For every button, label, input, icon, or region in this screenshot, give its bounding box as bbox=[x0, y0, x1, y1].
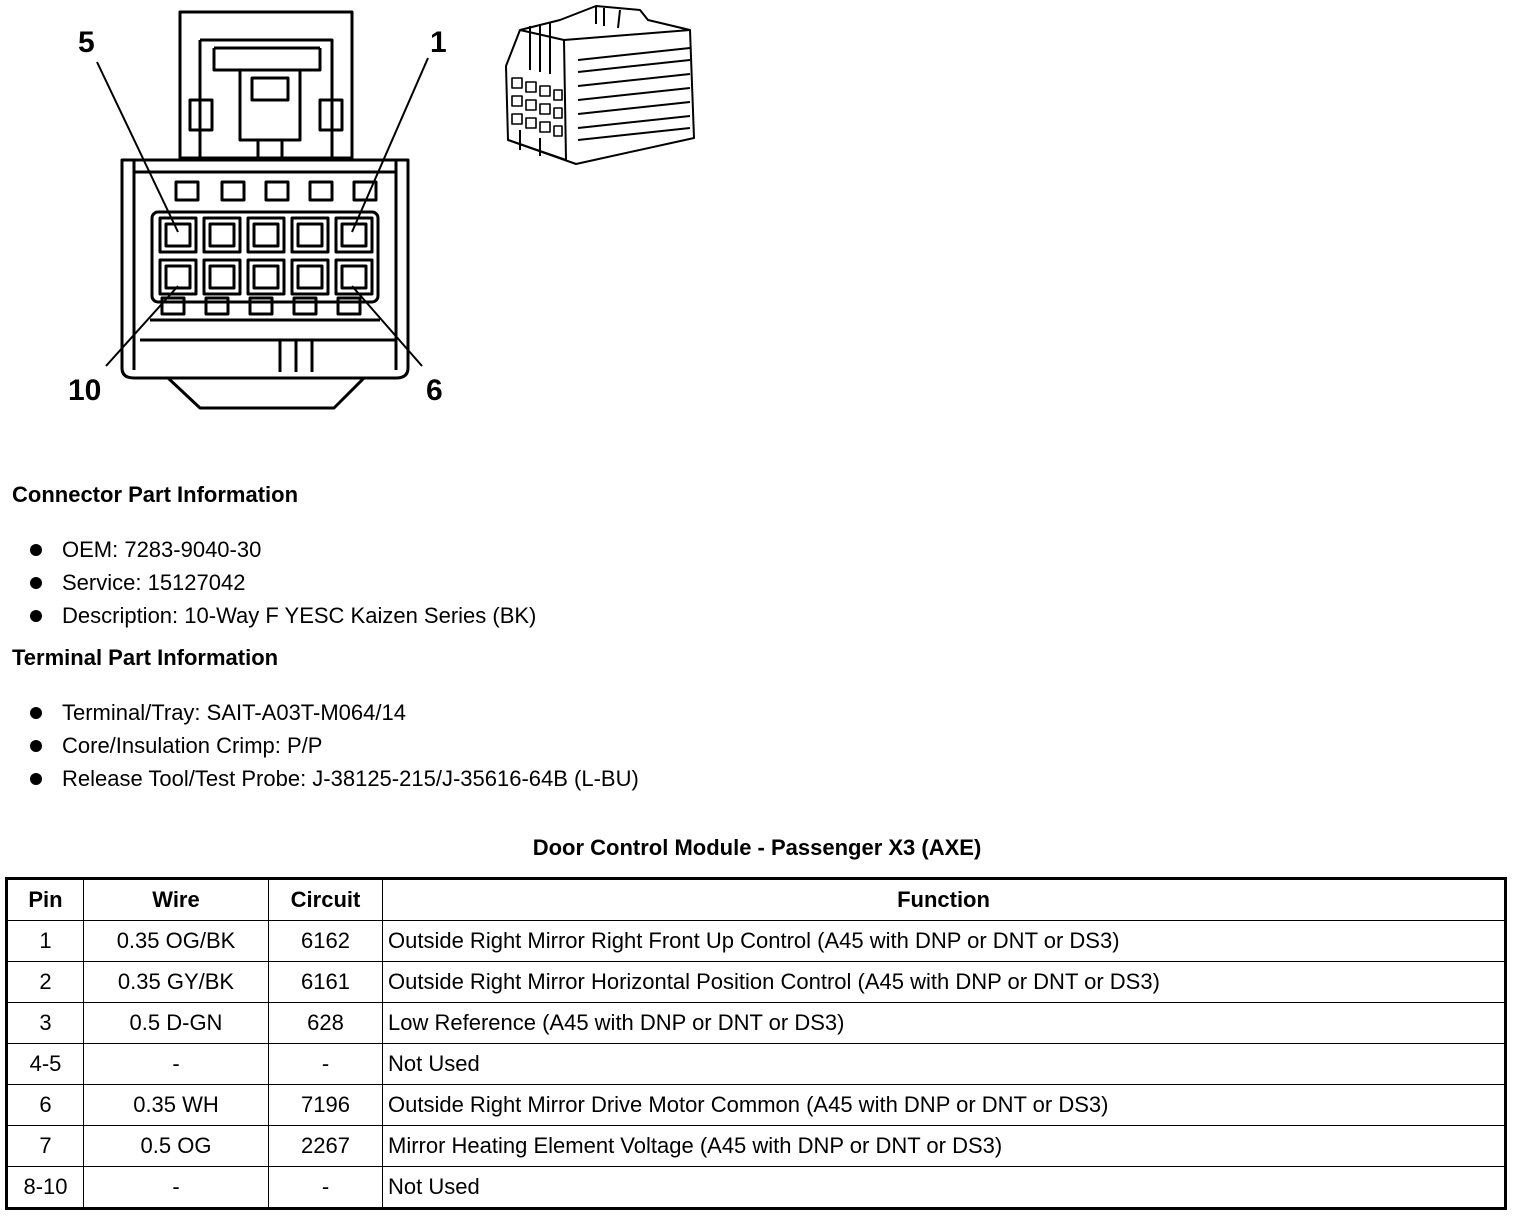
cell-wire: - bbox=[84, 1044, 269, 1085]
connector-description: Description: 10-Way F YESC Kaizen Series (BK) bbox=[62, 603, 537, 628]
table-title: Door Control Module - Passenger X3 (AXE) bbox=[532, 835, 982, 860]
connector-bottom-windows bbox=[162, 298, 360, 314]
table-row bbox=[7, 1126, 1506, 1167]
cell-circuit: 6161 bbox=[269, 962, 383, 1003]
callout-label-1: 1 bbox=[430, 26, 447, 59]
cell-circuit: 6162 bbox=[269, 921, 383, 962]
cell-circuit: 7196 bbox=[269, 1085, 383, 1126]
table-row bbox=[7, 1044, 1506, 1085]
cell-function: Not Used bbox=[383, 1044, 1506, 1085]
cell-function: Low Reference (A45 with DNP or DNT or DS3) bbox=[383, 1003, 1506, 1044]
table-row bbox=[7, 1003, 1506, 1044]
terminal-release-tool: Release Tool/Test Probe: J-38125-215/J-35616-64B (L-BU) bbox=[62, 766, 639, 791]
connector-info-heading: Connector Part Information bbox=[12, 482, 299, 507]
cell-function: Outside Right Mirror Horizontal Position Control (A45 with DNP or DNT or DS3) bbox=[383, 962, 1506, 1003]
callout-label-6: 6 bbox=[426, 374, 443, 407]
cell-wire: 0.35 WH bbox=[84, 1085, 269, 1126]
terminal-info-list bbox=[30, 696, 639, 795]
pinout-table bbox=[5, 877, 1507, 1210]
table-header-row bbox=[7, 879, 1506, 921]
list-item bbox=[30, 599, 536, 632]
table-row bbox=[7, 921, 1506, 962]
bullet-icon bbox=[30, 773, 42, 785]
list-item bbox=[30, 696, 639, 729]
connector-info-list bbox=[30, 533, 536, 632]
header-pin: Pin bbox=[7, 879, 84, 921]
header-function: Function bbox=[383, 879, 1506, 921]
header-wire: Wire bbox=[84, 879, 269, 921]
list-item bbox=[30, 533, 536, 566]
cell-wire: 0.5 OG bbox=[84, 1126, 269, 1167]
table-row bbox=[7, 962, 1506, 1003]
cell-wire: 0.35 GY/BK bbox=[84, 962, 269, 1003]
cell-function: Mirror Heating Element Voltage (A45 with DNP or DNT or DS3) bbox=[383, 1126, 1506, 1167]
cell-wire: - bbox=[84, 1167, 269, 1209]
cell-pin: 4-5 bbox=[7, 1044, 84, 1085]
connector-top-windows bbox=[176, 182, 376, 200]
connector-oem: OEM: 7283-9040-30 bbox=[62, 537, 262, 562]
list-item bbox=[30, 762, 639, 795]
cell-circuit: 628 bbox=[269, 1003, 383, 1044]
bullet-icon bbox=[30, 544, 42, 556]
cell-circuit: - bbox=[269, 1167, 383, 1209]
terminal-crimp: Core/Insulation Crimp: P/P bbox=[62, 733, 323, 758]
connector-face-diagram bbox=[60, 0, 480, 420]
callout-label-5: 5 bbox=[78, 26, 95, 59]
cell-pin: 3 bbox=[7, 1003, 84, 1044]
connector-isometric-illustration bbox=[500, 0, 700, 170]
bullet-icon bbox=[30, 740, 42, 752]
cell-function: Outside Right Mirror Right Front Up Control (A45 with DNP or DNT or DS3) bbox=[383, 921, 1506, 962]
list-item bbox=[30, 566, 536, 599]
list-item bbox=[30, 729, 639, 762]
cell-circuit: - bbox=[269, 1044, 383, 1085]
header-circuit: Circuit bbox=[269, 879, 383, 921]
cell-pin: 6 bbox=[7, 1085, 84, 1126]
cell-pin: 2 bbox=[7, 962, 84, 1003]
cell-pin: 8-10 bbox=[7, 1167, 84, 1209]
cell-function: Outside Right Mirror Drive Motor Common (A45 with DNP or DNT or DS3) bbox=[383, 1085, 1506, 1126]
cell-wire: 0.35 OG/BK bbox=[84, 921, 269, 962]
terminal-info-heading: Terminal Part Information bbox=[12, 645, 279, 670]
connector-service: Service: 15127042 bbox=[62, 570, 246, 595]
table-row bbox=[7, 1167, 1506, 1209]
connector-shroud bbox=[168, 378, 364, 408]
cell-function: Not Used bbox=[383, 1167, 1506, 1209]
callout-label-10: 10 bbox=[68, 374, 102, 407]
table-row bbox=[7, 1085, 1506, 1126]
bullet-icon bbox=[30, 707, 42, 719]
connector-latch bbox=[180, 12, 352, 158]
cell-circuit: 2267 bbox=[269, 1126, 383, 1167]
cell-wire: 0.5 D-GN bbox=[84, 1003, 269, 1044]
cell-pin: 1 bbox=[7, 921, 84, 962]
terminal-tray: Terminal/Tray: SAIT-A03T-M064/14 bbox=[62, 700, 406, 725]
terminal-cavities bbox=[160, 218, 372, 294]
cell-pin: 7 bbox=[7, 1126, 84, 1167]
bullet-icon bbox=[30, 610, 42, 622]
bullet-icon bbox=[30, 577, 42, 589]
